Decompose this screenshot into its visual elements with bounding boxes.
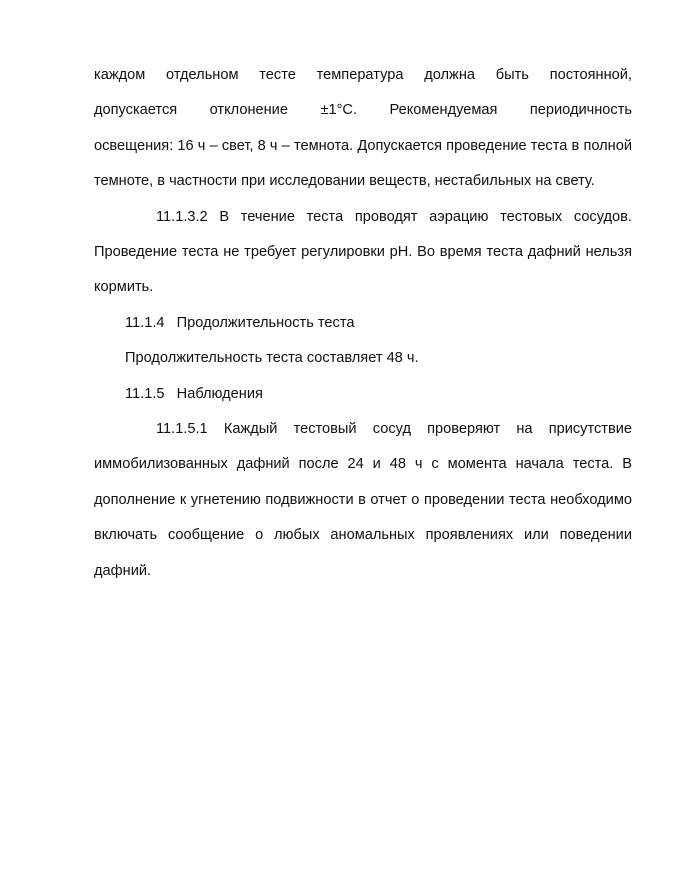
paragraph-11-1-3-2 [94, 200, 632, 306]
document-page [94, 58, 632, 589]
paragraph-text: освещения: 16 ч – свет, 8 ч – темнота. Допускается проведение теста в полной темноте, в частности при исследовании веществ, нестабильных на свету. [94, 137, 632, 190]
section-heading-11-1-5 [94, 377, 632, 412]
paragraph-temperature [94, 58, 632, 200]
clause-number: 11.1.3.2 [156, 208, 208, 225]
clause-number: 11.1.4 [125, 314, 165, 331]
paragraph-text: В течение теста проводят аэрацию тестовых сосудов. Проведение теста не требует регулировки рН. Во время теста дафний нельзя кормить. [94, 208, 632, 296]
clause-number: 11.1.5 [125, 385, 165, 402]
paragraph-duration [94, 341, 632, 376]
heading-text: Продолжительность теста [176, 314, 355, 331]
text-line: каждом отдельном тесте температура должна быть постоянной, [94, 67, 632, 83]
paragraph-text: Продолжительность теста составляет 48 ч. [125, 350, 419, 367]
paragraph-11-1-5-1 [94, 412, 632, 589]
clause-number: 11.1.5.1 [156, 421, 208, 438]
paragraph-text: Каждый тестовый сосуд проверяют на присутствие иммобилизованных дафний после 24 и 48 ч с момента начала теста. В дополнение к угнетению подвижности в отчет о проведении теста необходимо включать сообщение о любых аномальных проявлениях или поведении дафний. [94, 421, 632, 579]
text-line: допускается отклонение ±1°С. Рекомендуемая периодичность [94, 102, 632, 119]
heading-text: Наблюдения [176, 385, 263, 402]
section-heading-11-1-4 [94, 306, 632, 341]
